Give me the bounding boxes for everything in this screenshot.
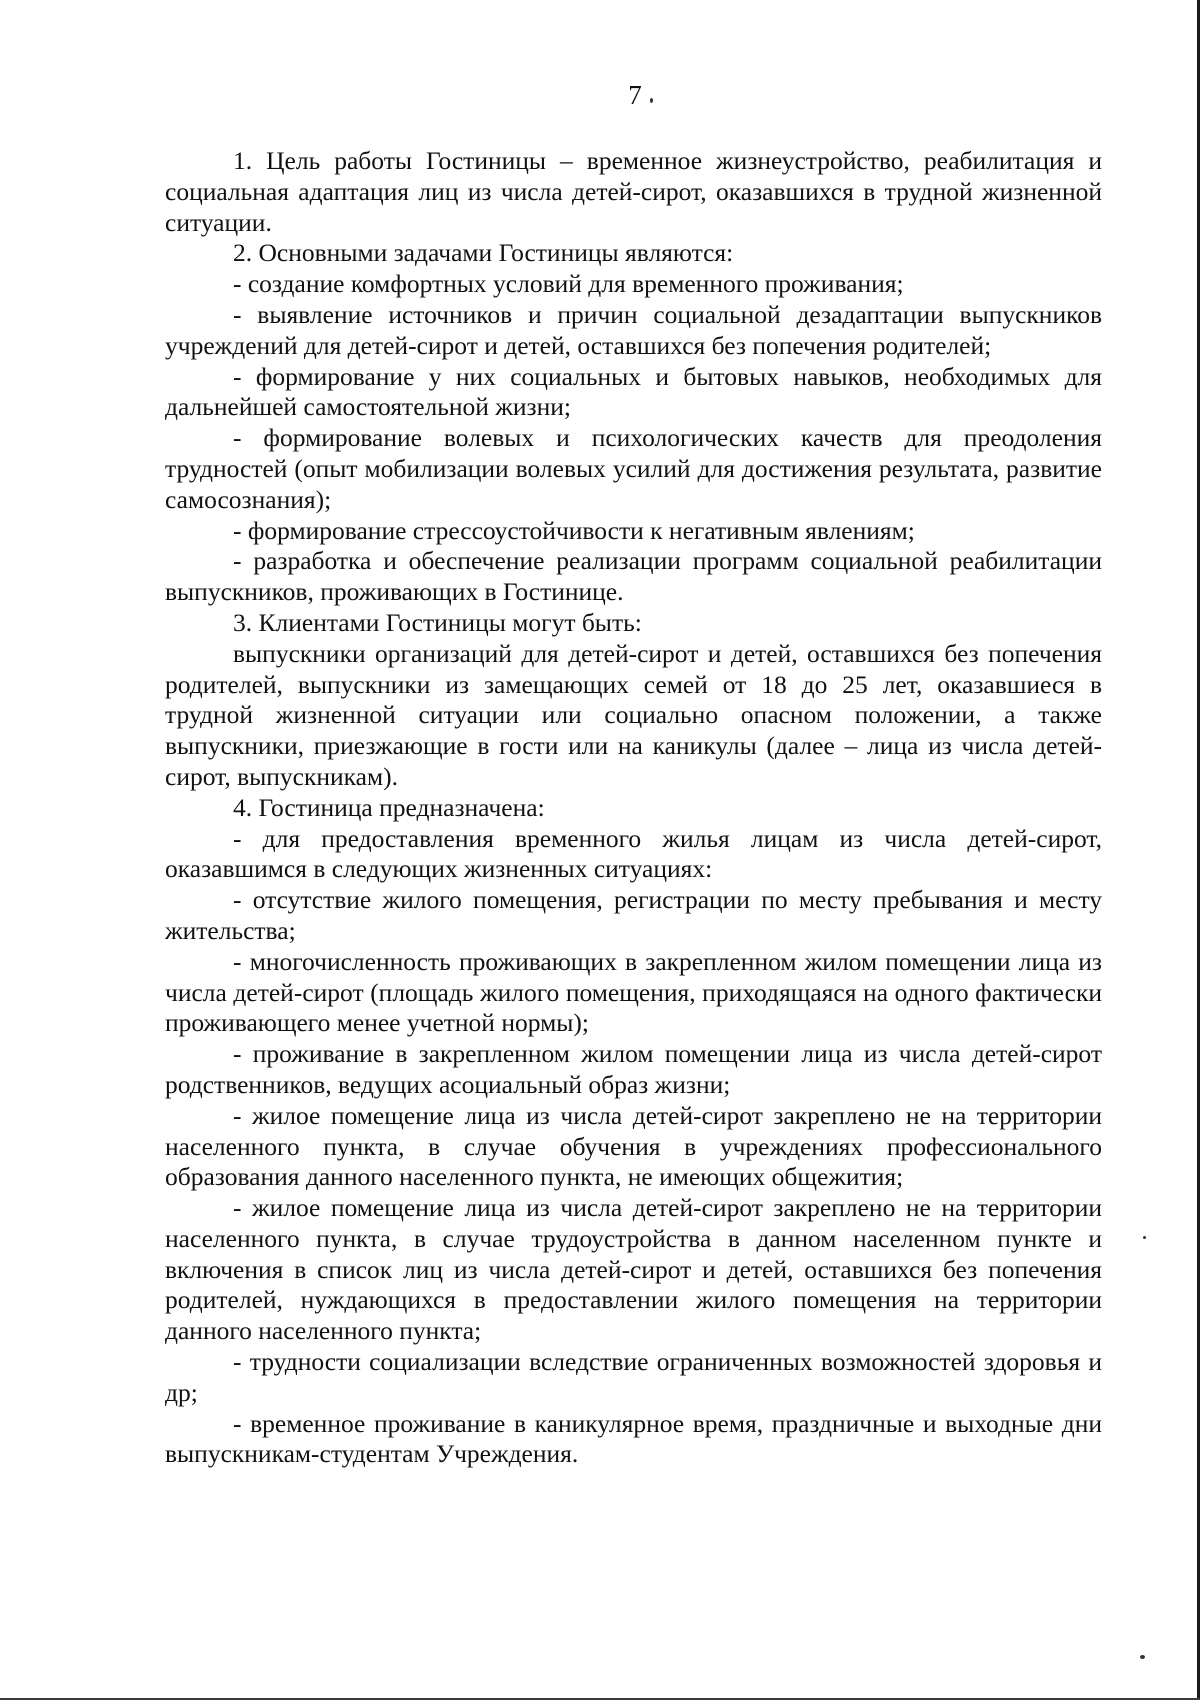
paragraph-tasks-heading: 2. Основными задачами Гостиницы являются: xyxy=(233,238,734,268)
paragraph-goal: 1. Цель работы Гостиницы – временное жизнеустройство, реабилитация и социальная адаптация лиц из числа детей-сирот, оказавшихся в трудной жизненной ситуации. xyxy=(165,146,1102,237)
scan-speck xyxy=(1140,1655,1145,1659)
list-item-overcrowding: - многочисленность проживающих в закрепленном жилом помещении лица из числа детей-сирот (площадь жилого помещения, приходящаяся на одного фактически проживающего менее учетной нормы); xyxy=(165,946,1102,1038)
list-item-comfort-conditions: - создание комфортных условий для временного проживания; xyxy=(233,269,904,299)
paragraph-clients-description: выпускники организаций для детей-сирот и детей, оставшихся без попечения родителей, выпускники из замещающих семей от 18 до 25 лет, оказавшиеся в трудной жизненной ситуации или социально опасном положении, а также выпускники, приезжающие в гости или на каникулы (далее – лица из числа детей-сирот, выпускникам). xyxy=(165,638,1102,791)
list-item-holiday-stay: - временное проживание в каникулярное время, праздничные и выходные дни выпускникам-студентам Учреждения. xyxy=(165,1408,1102,1469)
document-body xyxy=(165,146,1102,1470)
list-item-temporary-housing: - для предоставления временного жилья лицам из числа детей-сирот, оказавшимся в следующих жизненных ситуациях: xyxy=(165,823,1102,884)
paragraph-purpose-heading: 4. Гостиница предназначена: xyxy=(233,792,545,822)
paragraph-clients-heading: 3. Клиентами Гостиницы могут быть: xyxy=(233,607,642,637)
scan-speck xyxy=(650,98,653,103)
list-item-no-housing: - отсутствие жилого помещения, регистрации по месту пребывания и месту жительства; xyxy=(165,885,1102,945)
list-item-rehabilitation-programs: - разработка и обеспечение реализации программ социальной реабилитации выпускников, проживающих в Гостинице. xyxy=(165,546,1102,607)
list-item-asocial-relatives: - проживание в закрепленном жилом помещении лица из числа детей-сирот родственников, ведущих асоциальный образ жизни; xyxy=(165,1039,1102,1099)
list-item-volitional-qualities: - формирование волевых и психологических качеств для преодоления трудностей (опыт мобилизации волевых усилий для достижения результата, развитие самосознания); xyxy=(165,423,1102,514)
page-number: 7 xyxy=(628,80,642,110)
list-item-employment-elsewhere: - жилое помещение лица из числа детей-сирот закреплено не на территории населенного пункта, в случае трудоустройства в данном населенном пункте и включения в список лиц из числа детей-сирот и детей, оставшихся без попечения родителей, нуждающихся в предоставлении жилого помещения на территории данного населенного пункта; xyxy=(165,1193,1102,1346)
scan-speck xyxy=(1143,1236,1146,1239)
list-item-stress-resistance: - формирование стрессоустойчивости к негативным явлениям; xyxy=(233,515,915,545)
list-item-identify-causes: - выявление источников и причин социальной дезадаптации выпускников учреждений для детей-сирот и детей, оставшихся без попечения родителей; xyxy=(165,299,1102,360)
list-item-social-skills: - формирование у них социальных и бытовых навыков, необходимых для дальнейшей самостоятельной жизни; xyxy=(165,361,1102,422)
list-item-studies-elsewhere: - жилое помещение лица из числа детей-сирот закреплено не на территории населенного пункта, в случае обучения в учреждениях профессионального образования данного населенного пункта, не имеющих общежития; xyxy=(165,1100,1102,1192)
list-item-socialization-difficulties: - трудности социализации вследствие ограниченных возможностей здоровья и др; xyxy=(165,1347,1102,1407)
